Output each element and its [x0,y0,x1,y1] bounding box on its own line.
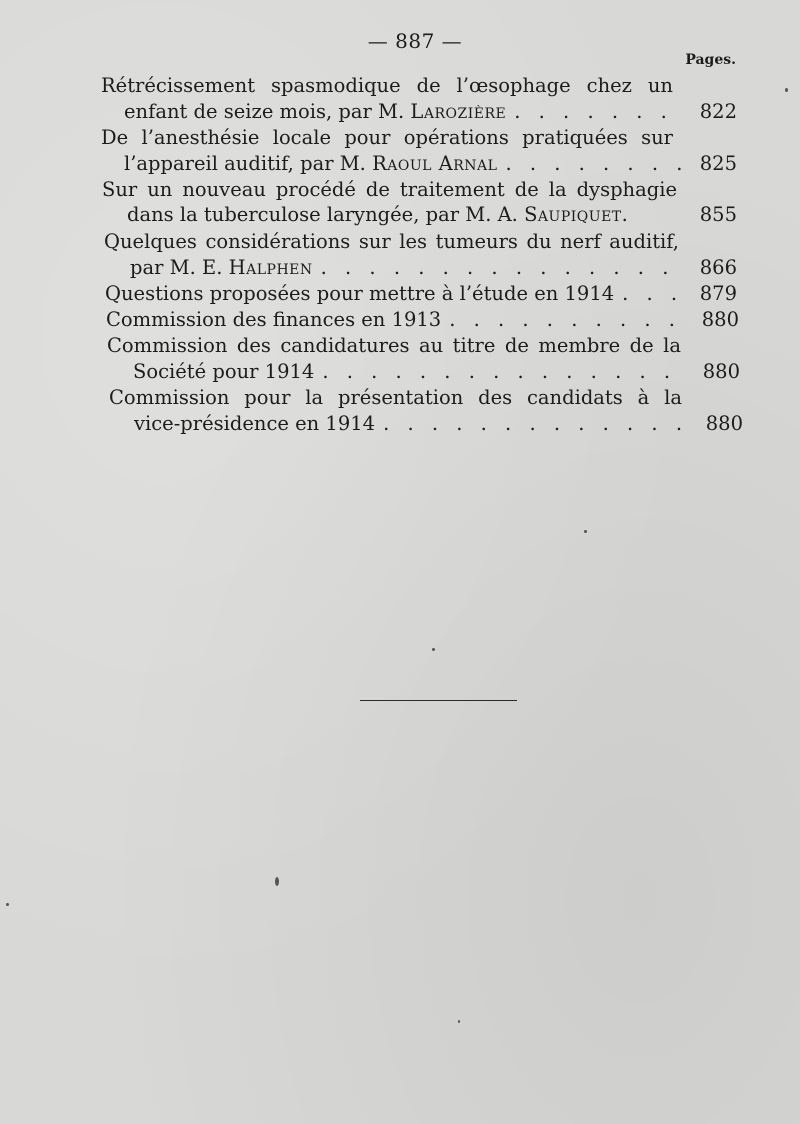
toc-entry-8-second-line [134,412,743,436]
paper-speck [458,1020,460,1023]
toc-entry-6-page: 880 [701,308,739,331]
toc-entry-7-second-line [133,360,740,384]
dot-leader [313,256,685,280]
toc-entry-4-author-line [130,256,737,280]
toc-entry-4-page: 866 [699,256,737,279]
toc-entry-5-text: Questions proposées pour mettre à l’étude en 1914 [105,282,615,305]
toc-entry-3-author-line [127,203,737,227]
toc-entry-2-page: 825 [699,152,737,175]
toc-entry-6-line [106,308,739,332]
section-divider-rule [360,700,517,701]
toc-entry-8-page: 880 [705,412,743,435]
pages-column-label: Pages. [685,52,736,68]
dot-leader [506,100,685,124]
paper-speck [785,88,788,92]
toc-entry-3-text: dans la tuberculose laryngée, par M. A. Saupiquet. [127,203,628,226]
toc-entry-2-title-line: De l’anesthésie locale pour opérations pratiquées sur [101,126,673,149]
toc-entry-1-page: 822 [699,100,737,123]
toc-entry-1-text: enfant de seize mois, par M. Larozière [124,100,507,123]
toc-entry-8-title-line: Commission pour la présentation des candidats à la [109,386,682,409]
toc-entry-4-title-line: Quelques considérations sur les tumeurs du nerf auditif, [104,230,679,253]
page-number: — 887 — [367,29,463,53]
toc-entry-1-author-line [124,100,737,124]
toc-entry-2-text: l’appareil auditif, par M. Raoul Arnal [124,152,498,175]
toc-entry-7-page: 880 [702,360,740,383]
toc-entry-4-author: Halphen [228,256,313,279]
dot-leader [314,360,688,384]
dot-leader [441,308,687,332]
paper-speck [432,648,435,651]
paper-speck [275,877,279,886]
toc-entry-8-text: vice-présidence en 1914 [134,412,376,435]
dot-leader [375,412,691,436]
toc-entry-5-page: 879 [699,282,737,305]
toc-entry-7-title-line: Commission des candidatures au titre de membre de la [107,334,681,357]
toc-entry-3-title-line: Sur un nouveau procédé de traitement de la dysphagie [102,178,677,201]
toc-entry-1-title-line: Rétrécissement spasmodique de l’œsophage chez un [101,74,673,97]
toc-entry-2-author: Raoul Arnal [372,152,498,175]
dot-leader [497,152,685,176]
toc-entry-3-page: 855 [699,203,737,226]
toc-entry-7-text: Société pour 1914 [133,360,315,383]
toc-entry-4-text: par M. E. Halphen [130,256,313,279]
toc-entry-3-author: Saupiquet [524,203,622,226]
toc-entry-1-author: Larozière [410,100,507,123]
toc-entry-5-line [105,282,737,306]
dot-leader [614,282,685,306]
paper-speck [6,903,9,906]
toc-entry-6-text: Commission des finances en 1913 [106,308,442,331]
paper-speck [584,530,587,533]
toc-entry-2-author-line [124,152,737,176]
